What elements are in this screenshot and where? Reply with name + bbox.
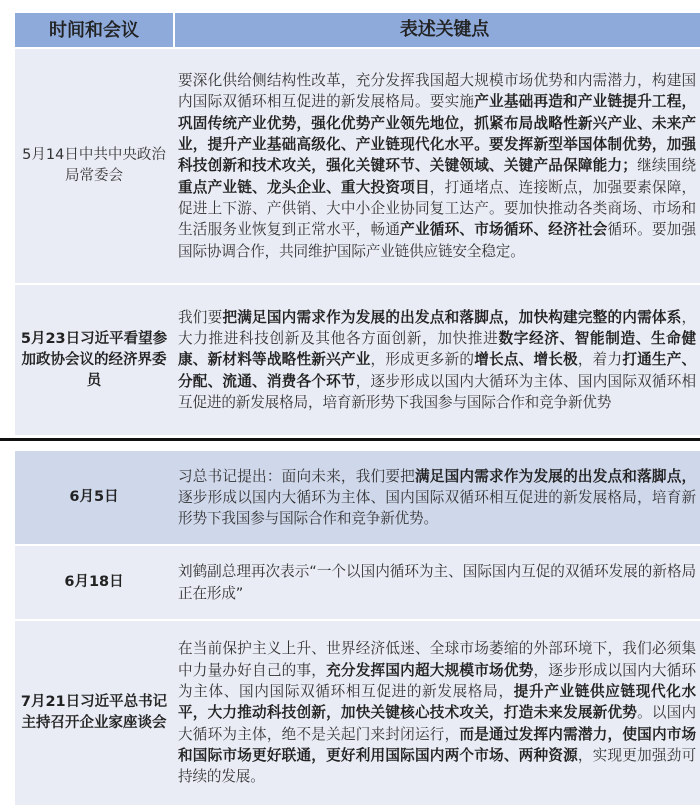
body-text: ，着力 (577, 351, 623, 369)
emphasis-text: 重点产业链、龙头企业、重大投资项目 (178, 178, 430, 196)
body-text: 在当前保护主义上升、世界经济低迷、全球市场萎缩的外部环境下，我们必须集中力量办好自己的事， (178, 640, 696, 679)
emphasis-text: 把满足国内需求作为发展的出发点和落脚点，加快构建完整的内需体系 (222, 308, 682, 326)
key-points-cell (175, 49, 700, 283)
body-text: 逐步形成以国内大循环为主体、国内国际双循环相互促进的新发展格局，培育新形势下我国参与国际合作和竞争新优势。 (178, 488, 696, 528)
emphasis-text: 而是通过发挥内需潜力，使国内市场和国际市场更好联通，更好利用国际国内两个市场、两种资源 (178, 725, 697, 764)
key-points-cell (175, 451, 700, 544)
body-text: 循环。要加强国际协调合作，共同维护国际产业链供应链安全稳定。 (178, 221, 696, 260)
table-row (15, 285, 700, 435)
emphasis-text: 增长点、增长极 (474, 351, 578, 369)
key-points-cell (175, 285, 700, 435)
emphasis-text: 充分发挥国内超大规模市场优势 (326, 661, 534, 679)
body-text: ，打通堵点、连接断点，加强要素保障，促进上下游、产供销、大中小企业协同复工达产。要加快推动各类商场、市场和生活服务业恢复到正常水平，畅通 (178, 178, 696, 239)
header-time: 时间和会议 (15, 13, 173, 47)
body-text: ，实现更加强劲可持续的发展。 (178, 746, 696, 786)
table-row (15, 546, 700, 619)
body-text: 继续围绕 (636, 157, 696, 175)
body-text: 我们要 (178, 308, 223, 326)
emphasis-text: 产业循环、市场循环、经济社会 (400, 221, 608, 239)
emphasis-text: 提升产业链供应链现代化水平，大力推动科技创新，加快关键核心技术攻关，打造未来发展新优势 (178, 683, 696, 722)
key-points-text (178, 638, 696, 787)
table-row (15, 451, 700, 544)
body-text: ，形成更多新的 (370, 351, 475, 369)
body-text: 。以国内大循环为主体，绝不是关起门来封闭运行， (178, 704, 696, 743)
meeting-time-cell: 5月14日中共中央政治局常委会 (22, 147, 166, 184)
key-points-text (178, 70, 696, 262)
key-points-text (178, 307, 696, 413)
key-points-cell (175, 621, 700, 805)
emphasis-text: 数字经济、智能制造、生命健康、新材料等战略性新兴产业 (178, 330, 696, 369)
body-text: ，逐步形成以国内大循环为主体、国内国际双循环相互促进的新发展格局， (178, 661, 696, 701)
emphasis-text: 产业基础再造和产业链提升工程，巩固传统产业优势，强化优势产业领先地位，抓紧布局战略性新兴产业、未来产业，提升产业基础高级化、产业链现代化水平。要发挥新型举国体制优势，加强科技创新和技术攻关，强化关键环节、关键领域、关键产品保障能力； (178, 93, 696, 175)
body-text: 刘鹤副总理再次表示“一个以国内循环为主、国际国内互促的双循环发展的新格局正在形成” (178, 563, 696, 602)
body-text: 要深化供给侧结构性改革，充分发挥我国超大规模市场优势和内需潜力，构建国内国际双循环相互促进的新发展格局。要实施 (178, 72, 696, 111)
meeting-time-cell: 5月23日习近平看望参加政协会议的经济界委员 (20, 330, 168, 389)
table-row (15, 621, 700, 805)
emphasis-text: 满足国内需求作为发展的出发点和落脚点， (414, 467, 696, 485)
header-points: 表述关键点 (175, 13, 700, 47)
body-text: ，大力推进科技创新及其他各方面创新，加快推进 (178, 308, 696, 348)
table-header (15, 13, 700, 47)
emphasis-text: 打通生产、分配、流通、消费各个环节 (178, 351, 696, 390)
meeting-time-cell: 6月5日 (69, 489, 119, 505)
key-points-cell (175, 546, 700, 619)
body-text: ，逐步形成以国内大循环为主体、国内国际双循环相互促进的新发展格局，培育新形势下我国参与国际合作和竞争新优势 (178, 372, 697, 411)
meeting-time-cell: 7月21日习近平总书记主持召开企业家座谈会 (20, 694, 168, 731)
divider (0, 438, 700, 441)
meeting-time-cell: 6月18日 (64, 574, 124, 590)
body-text: 习总书记提出：面向未来，我们要把 (178, 467, 415, 485)
key-points-text (178, 466, 696, 530)
meetings-table (15, 13, 700, 805)
key-points-text (178, 561, 696, 604)
table-row (15, 49, 700, 283)
